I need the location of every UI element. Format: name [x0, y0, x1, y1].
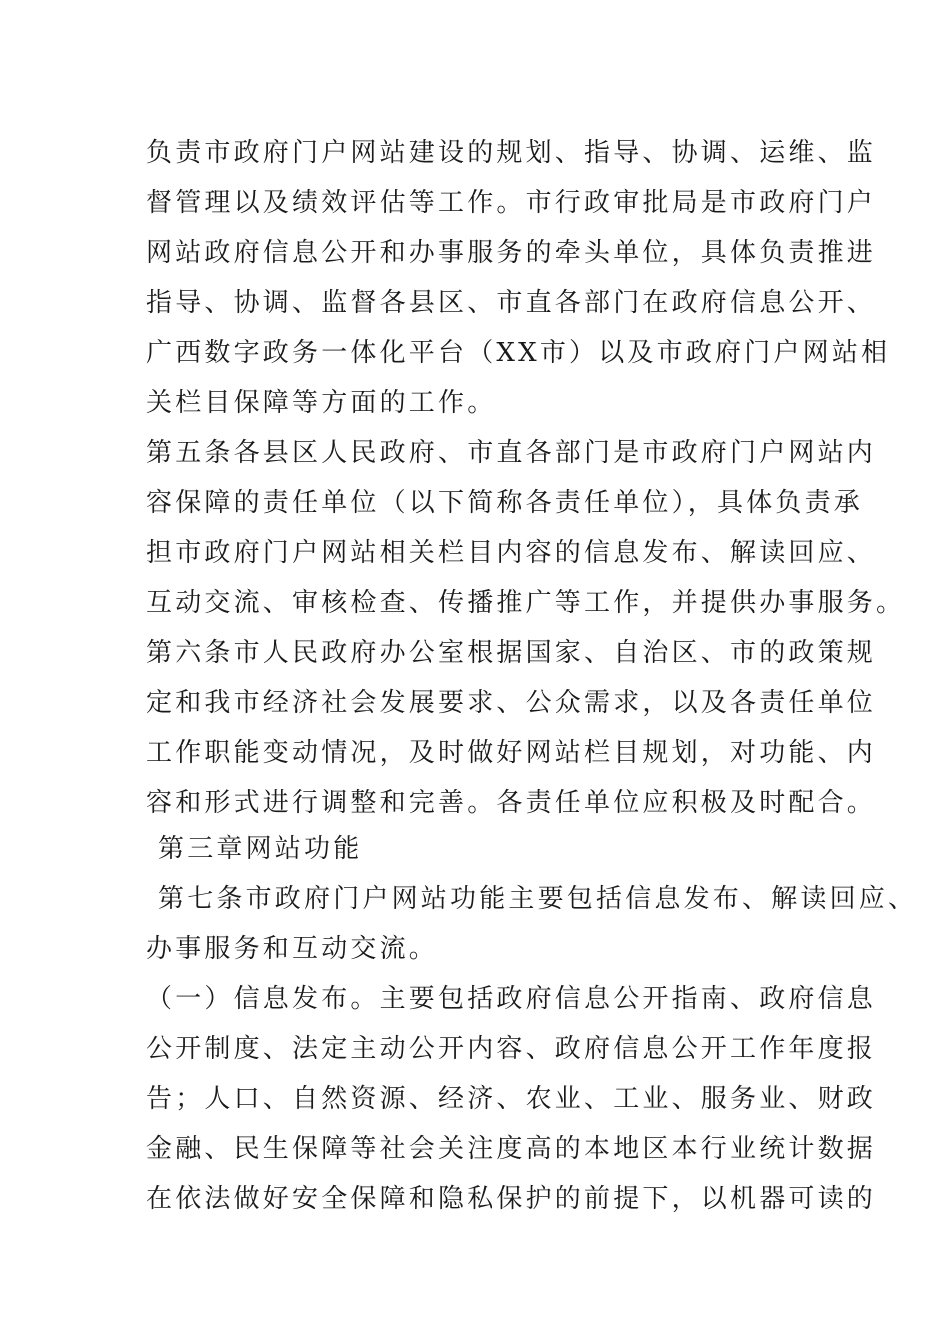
line-text: 指导、协调、监督各县区、市直各部门在政府信息公开、 — [146, 288, 877, 318]
line-text: 工作职能变动情况，及时做好网站栏目规划，对功能、内 — [146, 738, 877, 768]
line-text: 容保障的责任单位（以下简称各责任单位），具体负责承 — [146, 488, 864, 518]
paragraph-line — [0, 1124, 950, 1174]
line-text: 办事服务和互动交流。 — [146, 934, 439, 964]
line-text: 负责市政府门户网站建设的规划、指导、协调、运维、监 — [146, 138, 877, 168]
paragraph-line — [0, 128, 950, 178]
line-text: 网站政府信息公开和办事服务的牵头单位，具体负责推进 — [146, 238, 877, 268]
line-text: 容和形式进行调整和完善。各责任单位应积极及时配合。 — [146, 788, 877, 818]
paragraph-line — [0, 728, 950, 778]
paragraph-line — [0, 278, 950, 328]
paragraph-line — [0, 228, 950, 278]
line-text: 告；人口、自然资源、经济、农业、工业、服务业、财政 — [146, 1084, 877, 1114]
line-text: 互动交流、审核检查、传播推广等工作，并提供办事服务。 — [146, 588, 906, 618]
paragraph-line — [0, 178, 950, 228]
paragraph-line — [0, 578, 950, 628]
paragraph-line — [0, 778, 950, 828]
paragraph-line — [0, 628, 950, 678]
paragraph-line — [0, 428, 950, 478]
line-text: 广西数字政务一体化平台（XX市）以及市政府门户网站相 — [146, 338, 891, 368]
paragraph-line — [0, 378, 950, 428]
paragraph-line — [0, 974, 950, 1024]
paragraph-line — [0, 328, 950, 378]
line-text: 定和我市经济社会发展要求、公众需求，以及各责任单位 — [146, 688, 877, 718]
paragraph-line — [0, 1074, 950, 1124]
line-text: （一）信息发布。主要包括政府信息公开指南、政府信息 — [146, 984, 877, 1014]
line-text: 第五条各县区人民政府、市直各部门是市政府门户网站内 — [146, 438, 877, 468]
chapter-heading — [0, 824, 950, 874]
paragraph-line — [0, 1024, 950, 1074]
paragraph-line — [0, 924, 950, 974]
paragraph-line — [0, 478, 950, 528]
paragraph-line — [0, 1174, 950, 1224]
paragraph-line — [0, 874, 950, 924]
line-text: 担市政府门户网站相关栏目内容的信息发布、解读回应、 — [146, 538, 877, 568]
line-text: 金融、民生保障等社会关注度高的本地区本行业统计数据 — [146, 1134, 877, 1164]
paragraph-line — [0, 528, 950, 578]
chapter-heading-text: 第三章网站功能 — [158, 834, 363, 864]
line-text: 公开制度、法定主动公开内容、政府信息公开工作年度报 — [146, 1034, 877, 1064]
line-text: 第六条市人民政府办公室根据国家、自治区、市的政策规 — [146, 638, 877, 668]
line-text: 督管理以及绩效评估等工作。市行政审批局是市政府门户 — [146, 188, 877, 218]
line-text: 第七条市政府门户网站功能主要包括信息发布、解读回应、 — [158, 884, 918, 914]
paragraph-line — [0, 678, 950, 728]
line-text: 在依法做好安全保障和隐私保护的前提下，以机器可读的 — [146, 1184, 877, 1214]
line-text: 关栏目保障等方面的工作。 — [146, 388, 497, 418]
